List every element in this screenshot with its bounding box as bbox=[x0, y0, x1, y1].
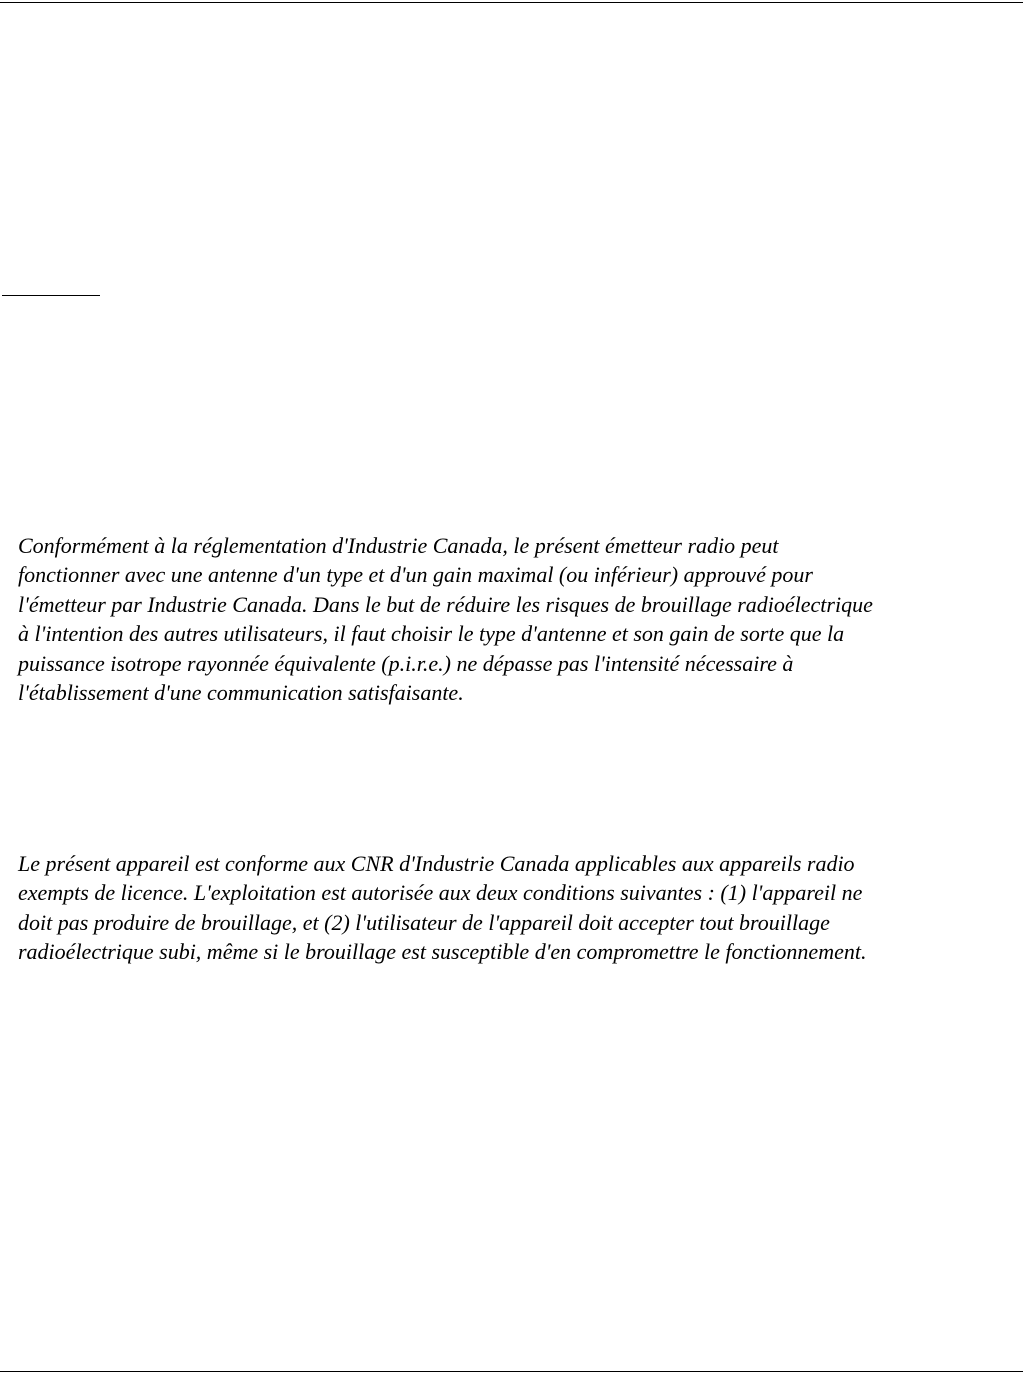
paragraph-line: exempts de licence. L'exploitation est autorisée aux deux conditions suivantes : (1) l'appareil ne bbox=[18, 880, 863, 906]
paragraph-line: l'établissement d'une communication satisfaisante. bbox=[18, 680, 464, 706]
paragraph-line: puissance isotrope rayonnée équivalente (p.i.r.e.) ne dépasse pas l'intensité nécessaire à bbox=[18, 650, 794, 676]
cnr-compliance-paragraph bbox=[18, 849, 866, 967]
paragraph-line: Le présent appareil est conforme aux CNR d'Industrie Canada applicables aux appareils radio bbox=[18, 851, 855, 876]
paragraph-line: à l'intention des autres utilisateurs, il faut choisir le type d'antenne et son gain de sorte que la bbox=[18, 621, 845, 647]
paragraph-line: doit pas produire de brouillage, et (2) l'utilisateur de l'appareil doit accepter tout brouillage bbox=[18, 909, 830, 935]
paragraph-line: Conformément à la réglementation d'Industrie Canada, le présent émetteur radio peut bbox=[18, 533, 779, 558]
bottom-page-rule bbox=[0, 1371, 1023, 1372]
paragraph-line: radioélectrique subi, même si le brouillage est susceptible d'en compromettre le fonctionnement. bbox=[18, 939, 867, 965]
antenna-gain-paragraph bbox=[18, 531, 873, 707]
paragraph-line: fonctionner avec une antenne d'un type et d'un gain maximal (ou inférieur) approuvé pour bbox=[18, 562, 813, 588]
top-page-rule bbox=[0, 2, 1023, 3]
underlined-section-heading bbox=[2, 270, 100, 296]
paragraph-line: l'émetteur par Industrie Canada. Dans le but de réduire les risques de brouillage radioélectrique bbox=[18, 591, 873, 617]
